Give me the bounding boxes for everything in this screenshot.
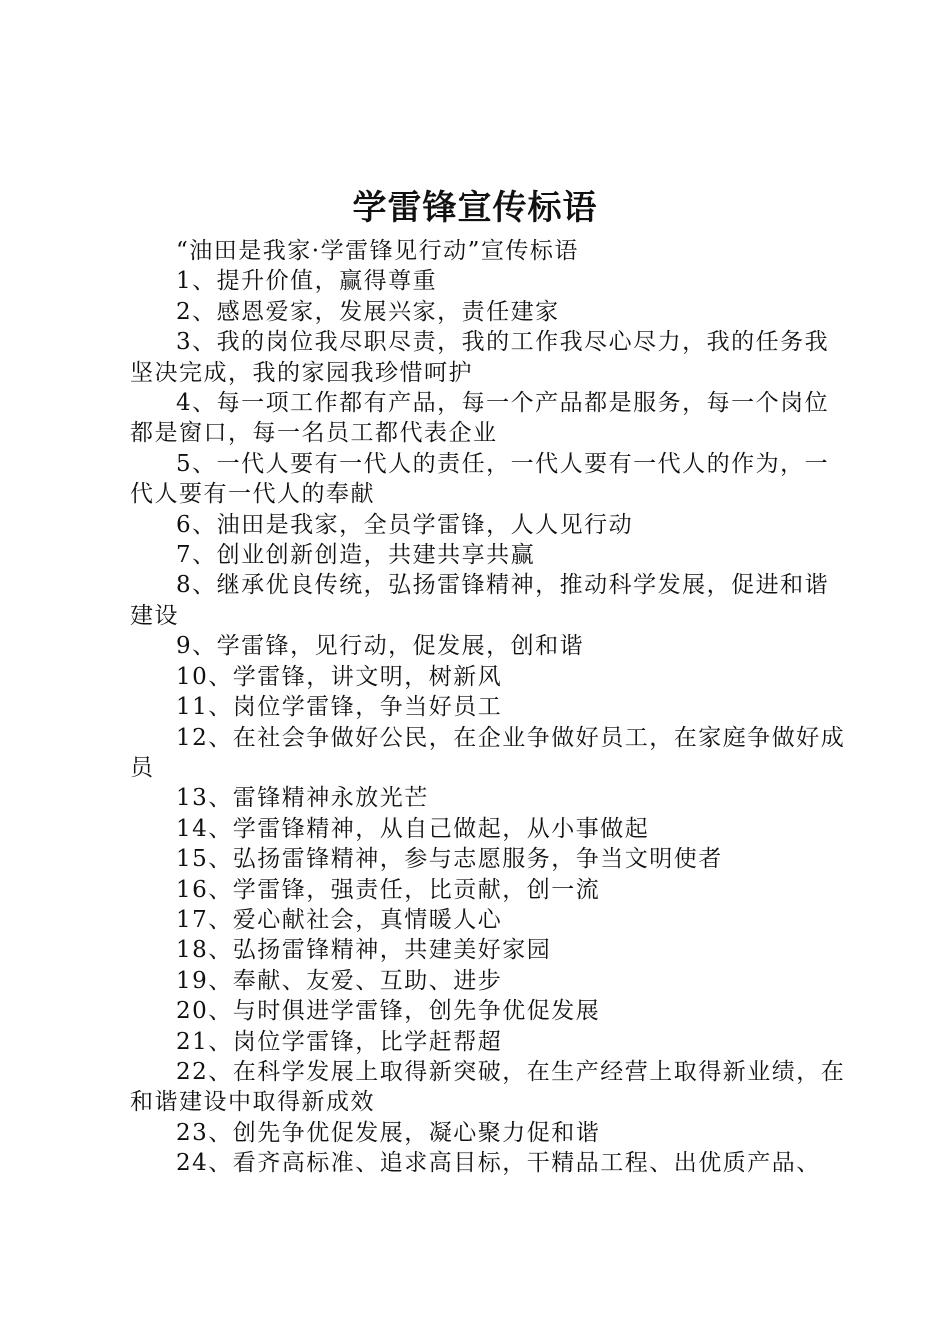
slogan-item: 19、奉献、友爱、互助、进步 xyxy=(176,967,503,994)
slogan-item: 18、弘扬雷锋精神，共建美好家园 xyxy=(176,937,552,964)
slogan-item: 13、雷锋精神永放光芒 xyxy=(176,785,429,812)
slogan-item: 3、我的岗位我尽职尽责，我的工作我尽心尽力，我的任务我坚决完成，我的家园我珍惜呵护 xyxy=(130,329,830,386)
slogan-item: 16、学雷锋，强责任，比贡献，创一流 xyxy=(176,876,601,903)
paragraph-subtitle: “油田是我家·学雷锋见行动”宣传标语 xyxy=(176,238,579,264)
slogan-item: 15、弘扬雷锋精神，参与志愿服务，争当文明使者 xyxy=(176,846,723,873)
slogan-item: 12、在社会争做好公民，在企业争做好员工，在家庭争做好成员 xyxy=(130,724,846,781)
slogan-item: 14、学雷锋精神，从自己做起，从小事做起 xyxy=(176,815,650,842)
document-body xyxy=(130,236,850,1179)
slogan-item: 2、感恩爱家，发展兴家，责任建家 xyxy=(176,298,560,325)
slogan-item: 24、看齐高标准、追求高目标，干精品工程、出优质产品、 xyxy=(176,1150,821,1177)
slogan-item: 6、油田是我家，全员学雷锋，人人见行动 xyxy=(176,511,634,538)
slogan-item: 23、创先争优促发展，凝心聚力促和谐 xyxy=(176,1119,601,1146)
slogan-item: 22、在科学发展上取得新突破，在生产经营上取得新业绩，在和谐建设中取得新成效 xyxy=(130,1058,846,1116)
slogan-item: 17、爱心献社会，真情暖人心 xyxy=(176,906,503,933)
document-title: 学雷锋宣传标语 xyxy=(352,188,598,228)
slogan-item: 5、一代人要有一代人的责任，一代人要有一代人的作为，一代人要有一代人的奉献 xyxy=(130,450,830,508)
slogan-item: 9、学雷锋，见行动，促发展，创和谐 xyxy=(176,633,585,660)
slogan-item: 11、岗位学雷锋，争当好员工 xyxy=(176,694,503,721)
slogan-item: 10、学雷锋，讲文明，树新风 xyxy=(176,663,503,690)
slogan-item: 8、继承优良传统，弘扬雷锋精神，推动科学发展，促进和谐建设 xyxy=(130,572,830,629)
slogan-item: 7、创业创新创造，共建共享共赢 xyxy=(176,542,536,569)
slogan-item: 20、与时俱进学雷锋，创先争优促发展 xyxy=(176,998,601,1025)
slogan-item: 21、岗位学雷锋，比学赶帮超 xyxy=(176,1028,503,1055)
slogan-item: 1、提升价值，赢得尊重 xyxy=(176,268,438,295)
slogan-item: 4、每一项工作都有产品，每一个产品都是服务，每一个岗位都是窗口，每一名员工都代表企业 xyxy=(130,390,830,447)
